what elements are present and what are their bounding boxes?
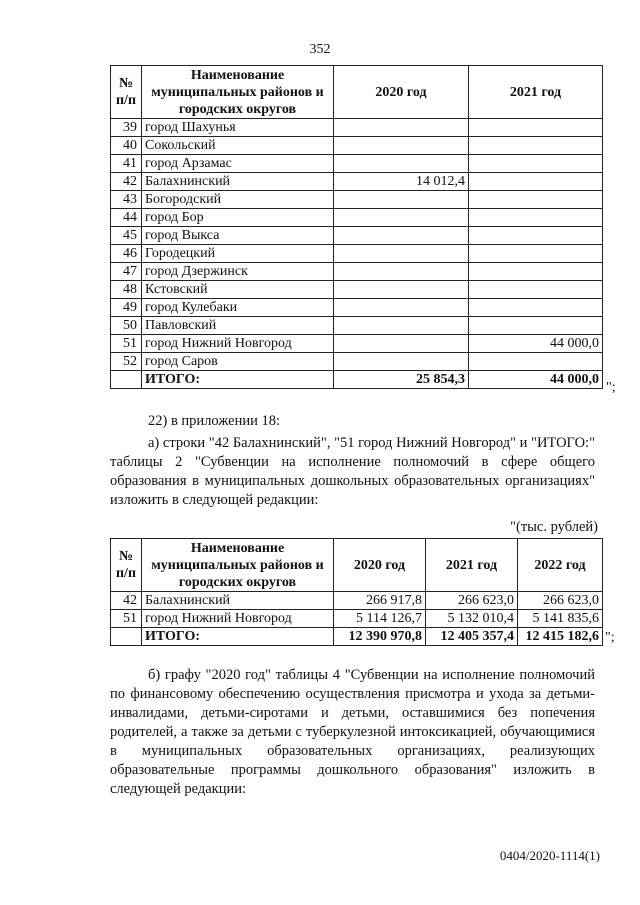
table-body — [111, 119, 603, 389]
row-value-y2021 — [469, 299, 603, 317]
row-value-y2021 — [469, 155, 603, 173]
row-number: 49 — [111, 299, 142, 317]
row-name: город Саров — [142, 353, 334, 371]
row-value-y2020 — [334, 137, 469, 155]
row-value-y2022: 5 141 835,6 — [518, 610, 603, 628]
row-name: город Дзержинск — [142, 263, 334, 281]
row-value-y2021: 266 623,0 — [426, 592, 518, 610]
row-value-y2020 — [334, 317, 469, 335]
table-row — [111, 299, 603, 317]
row-name: Павловский — [142, 317, 334, 335]
units-label: "(тыс. рублей) — [510, 519, 598, 535]
row-value-y2021 — [469, 119, 603, 137]
row-name: Балахнинский — [142, 592, 334, 610]
row-value-y2020 — [334, 353, 469, 371]
row-number: 44 — [111, 209, 142, 227]
table-row — [111, 610, 603, 628]
table-row — [111, 335, 603, 353]
header-2021: 2021 год — [426, 539, 518, 592]
row-value-y2021: 5 132 010,4 — [426, 610, 518, 628]
table-header-row — [111, 539, 603, 592]
header-num: № п/п — [111, 539, 142, 592]
row-value-y2021 — [469, 281, 603, 299]
row-name: Балахнинский — [142, 173, 334, 191]
row-number: 51 — [111, 335, 142, 353]
total-value-y2021: 44 000,0 — [469, 371, 603, 389]
row-value-y2022: 266 623,0 — [518, 592, 603, 610]
row-name: Городецкий — [142, 245, 334, 263]
table-row — [111, 227, 603, 245]
total-value-y2022: 12 415 182,6 — [518, 628, 603, 646]
row-value-y2020 — [334, 227, 469, 245]
total-value-y2020: 12 390 970,8 — [334, 628, 426, 646]
row-number: 42 — [111, 173, 142, 191]
total-empty-cell — [111, 371, 142, 389]
row-name: город Шахунья — [142, 119, 334, 137]
row-number: 39 — [111, 119, 142, 137]
header-2021: 2021 год — [469, 66, 603, 119]
header-num: № п/п — [111, 66, 142, 119]
row-number: 42 — [111, 592, 142, 610]
row-value-y2020 — [334, 191, 469, 209]
table1-end-mark: "; — [606, 380, 616, 395]
row-value-y2020 — [334, 263, 469, 281]
row-name: Кстовский — [142, 281, 334, 299]
row-number: 45 — [111, 227, 142, 245]
total-empty-cell — [111, 628, 142, 646]
row-number: 41 — [111, 155, 142, 173]
row-value-y2020 — [334, 209, 469, 227]
row-value-y2021 — [469, 245, 603, 263]
row-value-y2021 — [469, 263, 603, 281]
header-name: Наименование муниципальных районов и городских округов — [142, 66, 334, 119]
row-name: Сокольский — [142, 137, 334, 155]
row-value-y2020 — [334, 299, 469, 317]
row-value-y2020: 266 917,8 — [334, 592, 426, 610]
row-value-y2021 — [469, 137, 603, 155]
header-2020: 2020 год — [334, 66, 469, 119]
row-number: 50 — [111, 317, 142, 335]
table-row — [111, 353, 603, 371]
row-value-y2020 — [334, 119, 469, 137]
table-row — [111, 155, 603, 173]
row-value-y2020 — [334, 155, 469, 173]
total-label: ИТОГО: — [142, 628, 334, 646]
row-value-y2020: 14 012,4 — [334, 173, 469, 191]
item-b-text: б) графу "2020 год" таблицы 4 "Субвенции на исполнение полномочий по финансовому обеспечению осуществления присмотра и ухода за детьми-инвалидами, детьми-сиротами и детьми, оставшимися без попечения родителей, а также за детьми с туберкулезной интоксикацией, обучающимися в муниципальных образовательных организациях, реализующих образовательные программы дошкольного образования" изложить в следующей редакции: — [110, 667, 595, 797]
table-row — [111, 119, 603, 137]
table-body — [111, 592, 603, 646]
row-value-y2021: 44 000,0 — [469, 335, 603, 353]
table-row — [111, 191, 603, 209]
item-a-text: а) строки "42 Балахнинский", "51 город Нижний Новгород" и "ИТОГО:" таблицы 2 "Субвенции на исполнение полномочий в сфере общего образования в муниципальных дошкольных образовательных организациях" изложить в следующей редакции: — [110, 435, 595, 508]
row-number: 47 — [111, 263, 142, 281]
row-number: 43 — [111, 191, 142, 209]
total-row — [111, 371, 603, 389]
table-row — [111, 173, 603, 191]
header-2020: 2020 год — [334, 539, 426, 592]
total-value-y2020: 25 854,3 — [334, 371, 469, 389]
page-number: 352 — [309, 42, 331, 57]
row-name: город Выкса — [142, 227, 334, 245]
row-name: город Арзамас — [142, 155, 334, 173]
header-name: Наименование муниципальных районов и городских округов — [142, 539, 334, 592]
subventions-table-2 — [110, 538, 603, 646]
row-name: город Нижний Новгород — [142, 610, 334, 628]
table-row — [111, 245, 603, 263]
table-row — [111, 137, 603, 155]
row-value-y2020 — [334, 281, 469, 299]
row-value-y2021 — [469, 209, 603, 227]
table-row — [111, 317, 603, 335]
row-value-y2021 — [469, 191, 603, 209]
row-number: 46 — [111, 245, 142, 263]
row-number: 48 — [111, 281, 142, 299]
row-number: 40 — [111, 137, 142, 155]
row-number: 51 — [111, 610, 142, 628]
table-row — [111, 281, 603, 299]
table-row — [111, 209, 603, 227]
row-name: город Кулебаки — [142, 299, 334, 317]
table-row — [111, 592, 603, 610]
row-number: 52 — [111, 353, 142, 371]
row-name: Богородский — [142, 191, 334, 209]
row-value-y2021 — [469, 173, 603, 191]
row-value-y2021 — [469, 317, 603, 335]
item-22: 22) в приложении 18: — [148, 413, 281, 429]
total-label: ИТОГО: — [142, 371, 334, 389]
table-header-row — [111, 66, 603, 119]
row-value-y2021 — [469, 227, 603, 245]
row-name: город Бор — [142, 209, 334, 227]
row-name: город Нижний Новгород — [142, 335, 334, 353]
header-2022: 2022 год — [518, 539, 603, 592]
row-value-y2021 — [469, 353, 603, 371]
table-row — [111, 263, 603, 281]
document-code: 0404/2020-1114(1) — [499, 848, 600, 863]
row-value-y2020 — [334, 335, 469, 353]
total-row — [111, 628, 603, 646]
table2-end-mark: "; — [605, 630, 615, 645]
row-value-y2020 — [334, 245, 469, 263]
total-value-y2021: 12 405 357,4 — [426, 628, 518, 646]
row-value-y2020: 5 114 126,7 — [334, 610, 426, 628]
subventions-table-1 — [110, 65, 603, 389]
